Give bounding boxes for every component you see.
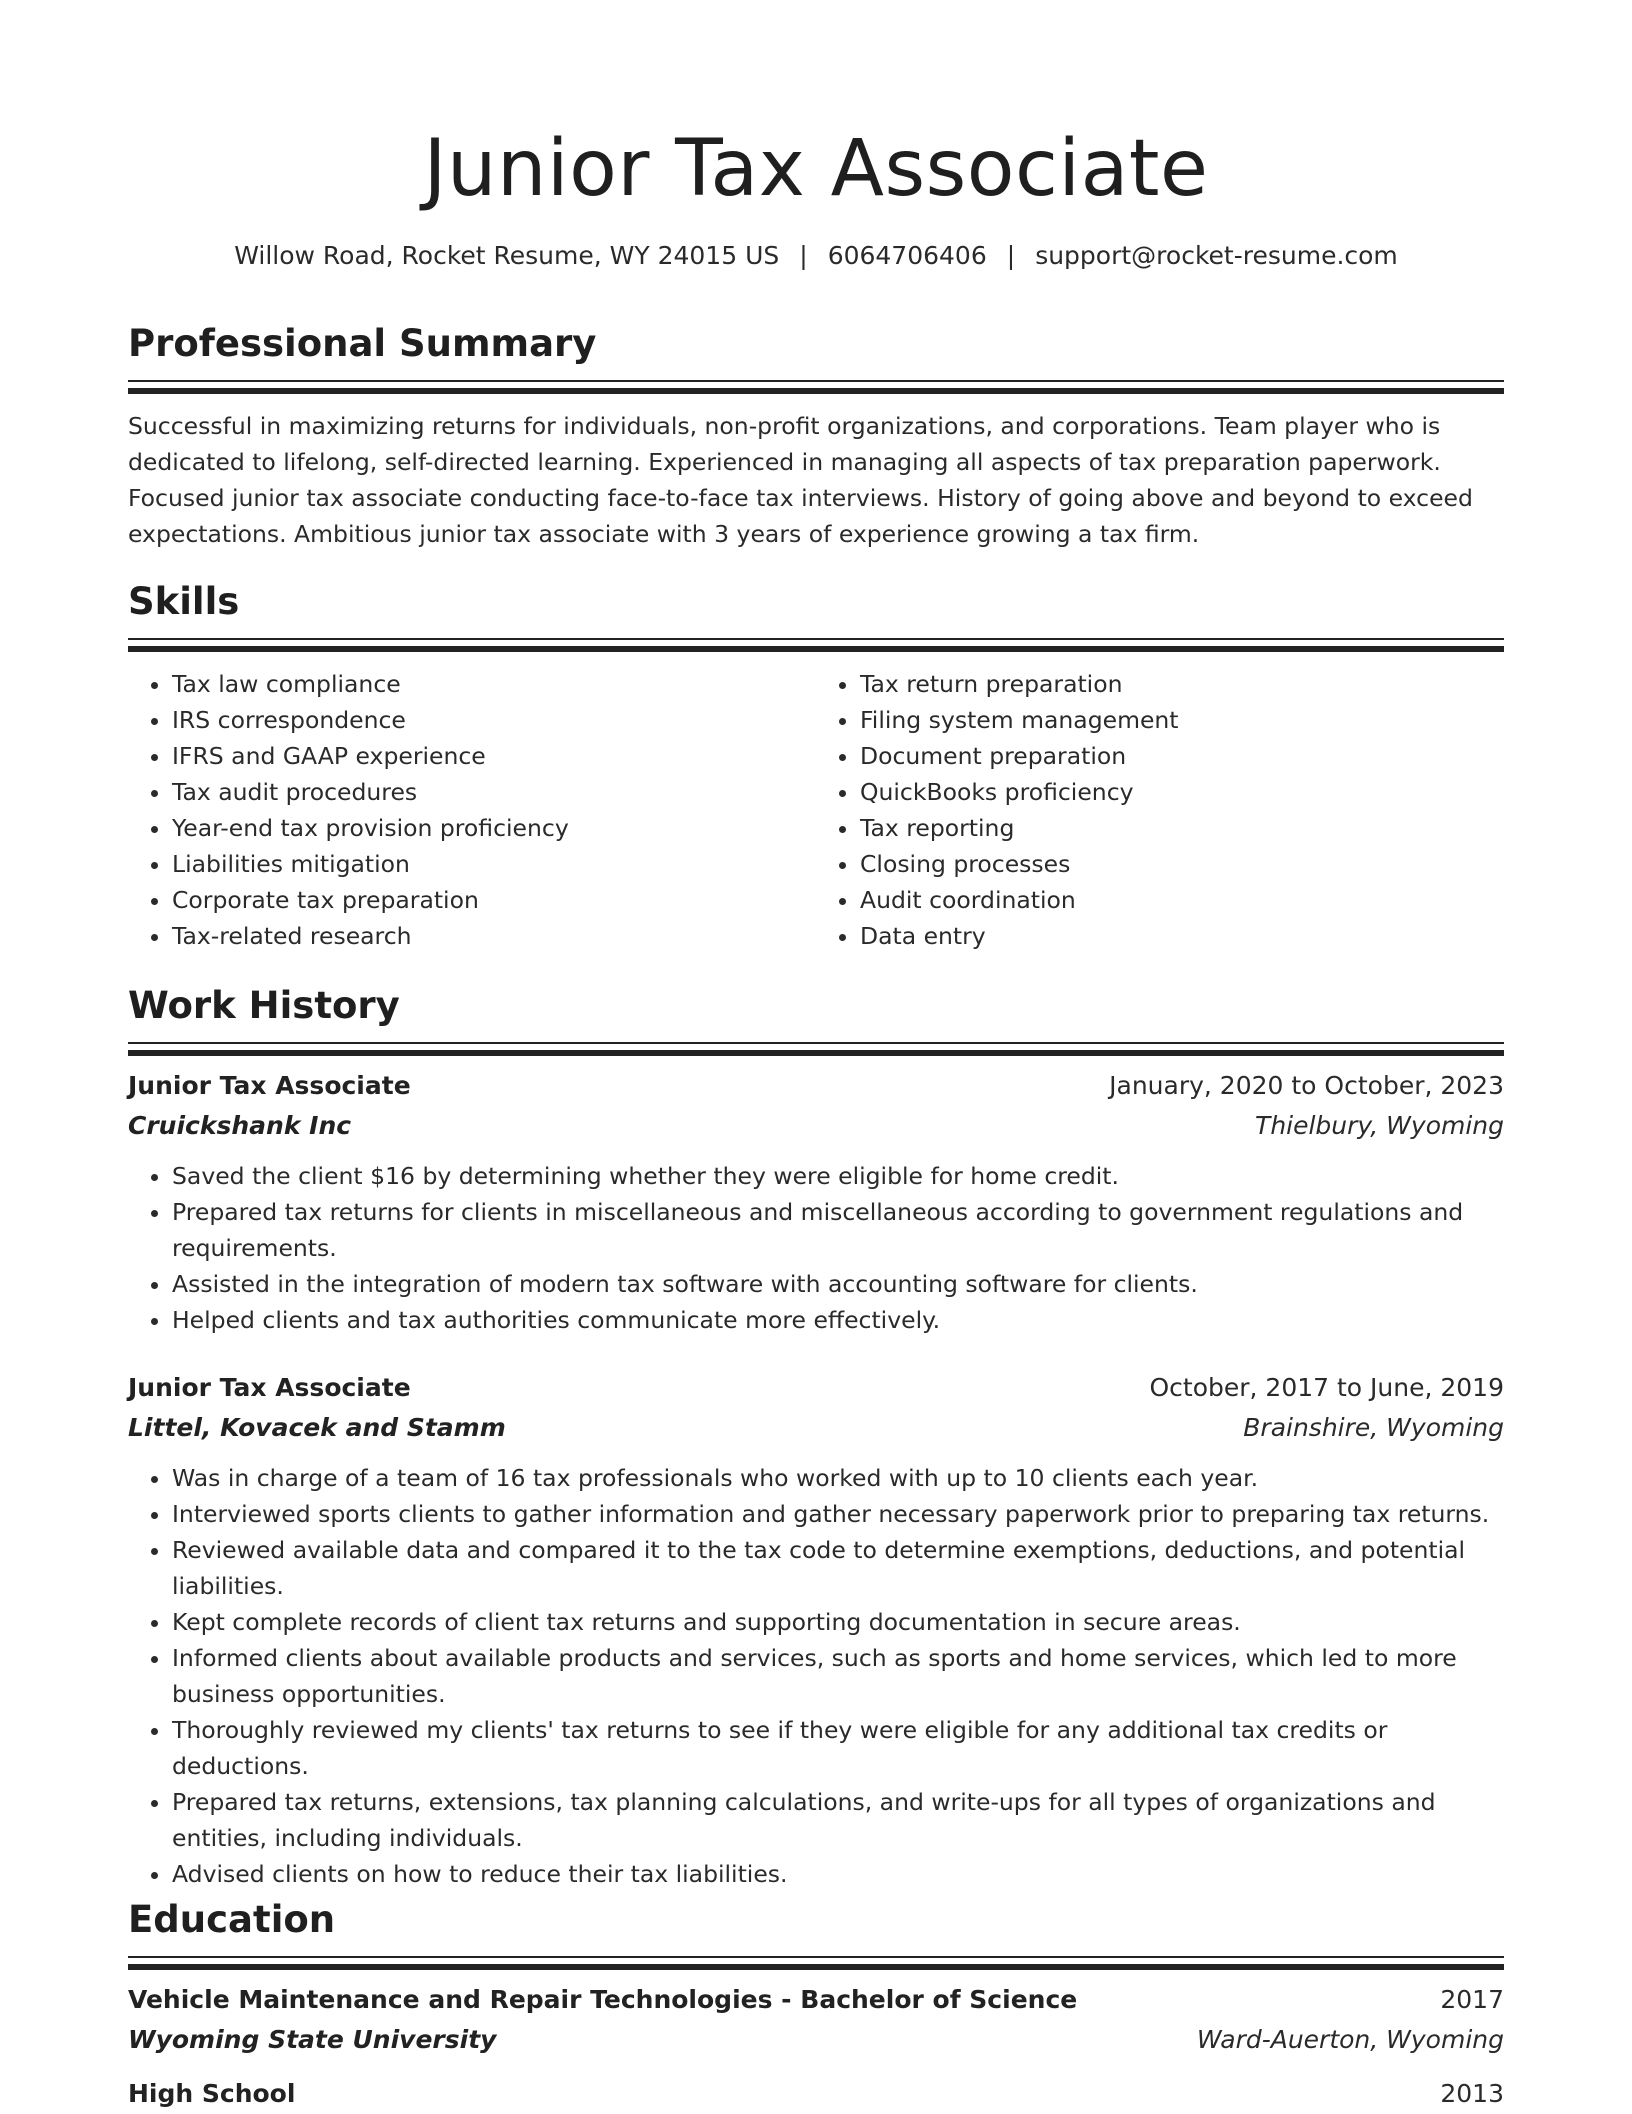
skill-item: • Audit coordination — [860, 882, 1504, 918]
job-location: Brainshire, Wyoming — [1243, 1413, 1504, 1442]
education-entry — [128, 2074, 1504, 2114]
job-dates: October, 2017 to June, 2019 — [1149, 1373, 1504, 1402]
section-title: Work History — [128, 984, 400, 1027]
job-bullet: • Kept complete records of client tax returns and supporting documentation in secure areas. — [172, 1604, 1504, 1640]
skill-item: • Tax audit procedures — [172, 774, 816, 810]
skills-section — [128, 578, 1504, 954]
employer: Cruickshank Inc — [128, 1111, 352, 1140]
summary-text: Successful in maximizing returns for individuals, non-profit organizations, and corporations. Team player who is dedicated to lifelong, self-directed learning. Experienced in managing all aspects of tax preparation paperwork. Focused junior tax associate conducting face-to-face tax interviews. History of going above and beyond to exceed expectations. Ambitious junior tax associate with 3 years of experience growing a tax firm. — [128, 412, 1473, 548]
job-bullet: • Prepared tax returns, extensions, tax planning calculations, and write-ups for all types of organizations and entities, including individuals. — [172, 1784, 1504, 1856]
separator: | — [1006, 241, 1016, 270]
job-title: Junior Tax Associate — [128, 1373, 411, 1402]
job-location: Thielbury, Wyoming — [1255, 1111, 1504, 1140]
section-title: Skills — [128, 580, 240, 623]
section-title: Professional Summary — [128, 322, 597, 365]
school-location: Ward-Auerton, Wyoming — [1196, 2025, 1504, 2054]
section-title: Education — [128, 1898, 336, 1941]
skill-item: • IFRS and GAAP experience — [172, 738, 816, 774]
skill-item: • Corporate tax preparation — [172, 882, 816, 918]
candidate-name: Junior Tax Associate — [423, 124, 1209, 214]
job-bullet: • Helped clients and tax authorities communicate more effectively. — [172, 1302, 1504, 1338]
job-entry — [128, 1066, 1504, 1338]
job-title: Junior Tax Associate — [128, 1071, 411, 1100]
education-entry — [128, 1980, 1504, 2060]
email: support@rocket-resume.com — [1035, 241, 1398, 270]
job-bullets — [128, 1460, 1504, 1892]
section-divider — [128, 1956, 1504, 1958]
job-dates: January, 2020 to October, 2023 — [1109, 1071, 1504, 1100]
section-divider — [128, 638, 1504, 640]
job-bullet: • Thoroughly reviewed my clients' tax returns to see if they were eligible for any additional tax credits or deductions. — [172, 1712, 1504, 1784]
skill-item: • IRS correspondence — [172, 702, 816, 738]
job-bullet: • Reviewed available data and compared it to the tax code to determine exemptions, deductions, and potential liabilities. — [172, 1532, 1504, 1604]
skill-item: • Closing processes — [860, 846, 1504, 882]
job-bullet: • Was in charge of a team of 16 tax professionals who worked with up to 10 clients each year. — [172, 1460, 1504, 1496]
skill-item: • Tax reporting — [860, 810, 1504, 846]
section-divider — [128, 1042, 1504, 1044]
skill-item: • Filing system management — [860, 702, 1504, 738]
job-bullets — [128, 1158, 1504, 1338]
degree: High School — [128, 2079, 296, 2108]
employer: Littel, Kovacek and Stamm — [128, 1413, 506, 1442]
section-divider — [128, 380, 1504, 382]
skill-item: • Tax return preparation — [860, 666, 1504, 702]
graduation-year: 2017 — [1440, 1985, 1504, 2014]
job-bullet: • Prepared tax returns for clients in miscellaneous and miscellaneous according to government regulations and requirements. — [172, 1194, 1504, 1266]
school: Wyoming State University — [128, 2025, 497, 2054]
job-entry — [128, 1368, 1504, 1892]
job-bullet: • Interviewed sports clients to gather information and gather necessary paperwork prior to preparing tax returns. — [172, 1496, 1504, 1532]
skill-item: • Document preparation — [860, 738, 1504, 774]
skill-item: • Tax-related research — [172, 918, 816, 954]
skill-item: • Tax law compliance — [172, 666, 816, 702]
address: Willow Road, Rocket Resume, WY 24015 US — [234, 241, 780, 270]
skills-list-left — [128, 666, 816, 954]
skill-item: • QuickBooks proficiency — [860, 774, 1504, 810]
phone: 6064706406 — [827, 241, 987, 270]
degree: Vehicle Maintenance and Repair Technologies - Bachelor of Science — [128, 1985, 1078, 2014]
job-bullet: • Assisted in the integration of modern tax software with accounting software for clients. — [172, 1266, 1504, 1302]
skills-grid — [128, 666, 1504, 954]
skills-list-right — [816, 666, 1504, 954]
skill-item: • Liabilities mitigation — [172, 846, 816, 882]
summary-section — [128, 320, 1504, 552]
work-history-section — [128, 982, 1504, 1892]
job-bullet: • Informed clients about available products and services, such as sports and home services, which led to more business opportunities. — [172, 1640, 1504, 1712]
graduation-year: 2013 — [1440, 2079, 1504, 2108]
contact-line — [0, 236, 1632, 276]
job-bullet: • Advised clients on how to reduce their tax liabilities. — [172, 1856, 1504, 1892]
separator: | — [799, 241, 808, 270]
job-bullet: • Saved the client $16 by determining whether they were eligible for home credit. — [172, 1158, 1504, 1194]
education-section — [128, 1896, 1504, 2114]
skill-item: • Data entry — [860, 918, 1504, 954]
skill-item: • Year-end tax provision proficiency — [172, 810, 816, 846]
